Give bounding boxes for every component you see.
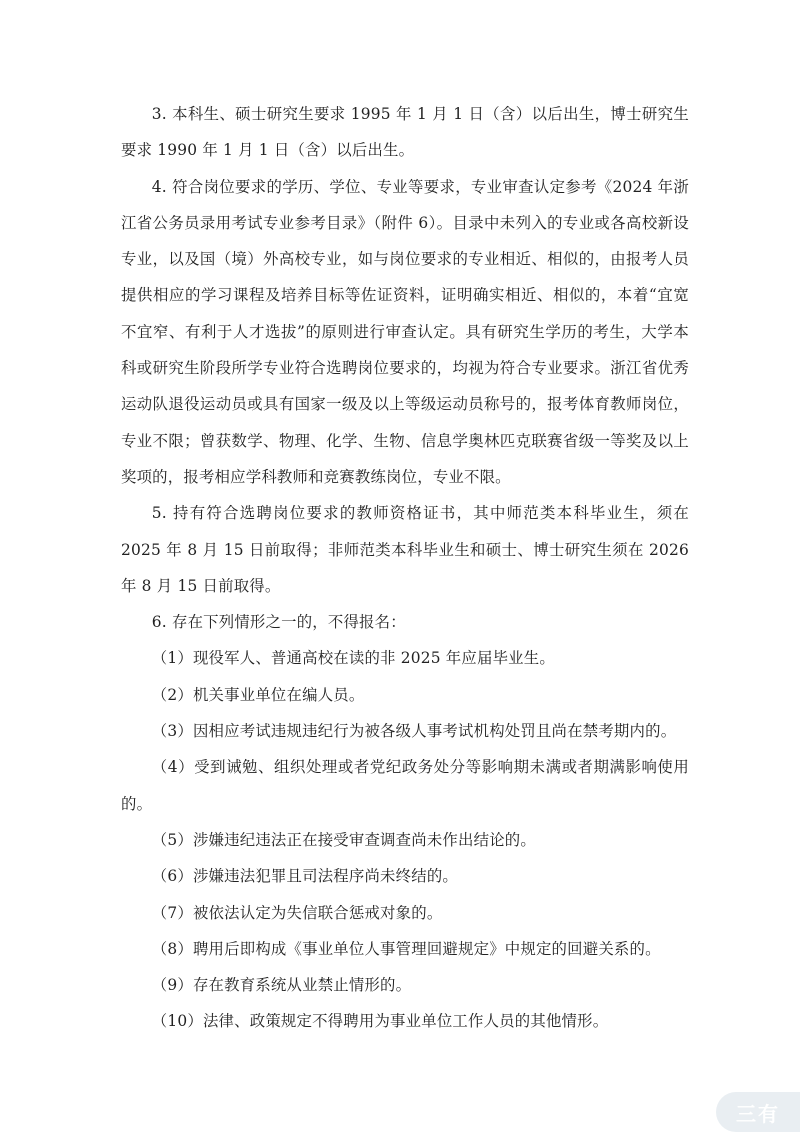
list-item-disqualification-4: （4）受到诫勉、组织处理或者党纪政务处分等影响期未满或者期满影响使用的。 [121, 758, 689, 813]
paragraph-disqualification-heading: 6. 存在下列情形之一的，不得报名： [151, 613, 406, 632]
list-item-disqualification-3: （3）因相应考试违规违纪行为被各级人事考试机构处罚且尚在禁考期内的。 [151, 722, 677, 741]
list-item-disqualification-10: （10）法律、政策规定不得聘用为事业单位工作人员的其他情形。 [151, 1012, 609, 1031]
paragraph-teacher-certificate: 5. 持有符合选聘岗位要求的教师资格证书，其中师范类本科毕业生，须在 2025 年 8 月 15 日前取得；非师范类本科毕业生和硕士、博士研究生须在 2026 年 8 月 15 日前取得。 [121, 504, 689, 595]
paragraph-birthdate-requirement: 3. 本科生、硕士研究生要求 1995 年 1 月 1 日（含）以后出生，博士研究生要求 1990 年 1 月 1 日（含）以后出生。 [121, 105, 689, 160]
list-item-disqualification-6: （6）涉嫌违法犯罪且司法程序尚未终结的。 [151, 867, 459, 886]
list-item-disqualification-1: （1）现役军人、普通高校在读的非 2025 年应届毕业生。 [151, 649, 555, 668]
list-item-disqualification-5: （5）涉嫌违纪违法正在接受审查调查尚未作出结论的。 [151, 830, 536, 849]
paragraph-major-requirement: 4. 符合岗位要求的学历、学位、专业等要求，专业审查认定参考《2024 年浙江省公务员录用考试专业参考目录》（附件 6）。目录中未列入的专业或各高校新设专业，以及国（境）外高校专业，如与岗位要求的专业相近、相似的，由报考人员提供相应的学习课程及培养目标等佐证资料，证明确实相近、相似的，本着“宜宽不宜窄、有利于人才选拔”的原则进行审查认定。具有研究生学历的考生，大学本科或研究生阶段所学专业符合选聘岗位要求的，均视为符合专业要求。浙江省优秀运动队退役运动员或具有国家一级及以上等级运动员称号的，报考体育教师岗位，专业不限；曾获数学、物理、化学、生物、信息学奥林匹克联赛省级一等奖及以上奖项的，报考相应学科教师和竞赛教练岗位，专业不限。 [121, 177, 689, 486]
list-item-disqualification-9: （9）存在教育系统从业禁止情形的。 [151, 976, 412, 995]
list-item-disqualification-8: （8）聘用后即构成《事业单位人事管理回避规定》中规定的回避关系的。 [151, 939, 661, 958]
list-item-disqualification-2: （2）机关事业单位在编人员。 [151, 685, 365, 704]
document-body [121, 96, 689, 1040]
watermark-text: 三有 [736, 1101, 780, 1126]
watermark-logo [716, 1092, 800, 1132]
list-item-disqualification-7: （7）被依法认定为失信联合惩戒对象的。 [151, 903, 443, 922]
